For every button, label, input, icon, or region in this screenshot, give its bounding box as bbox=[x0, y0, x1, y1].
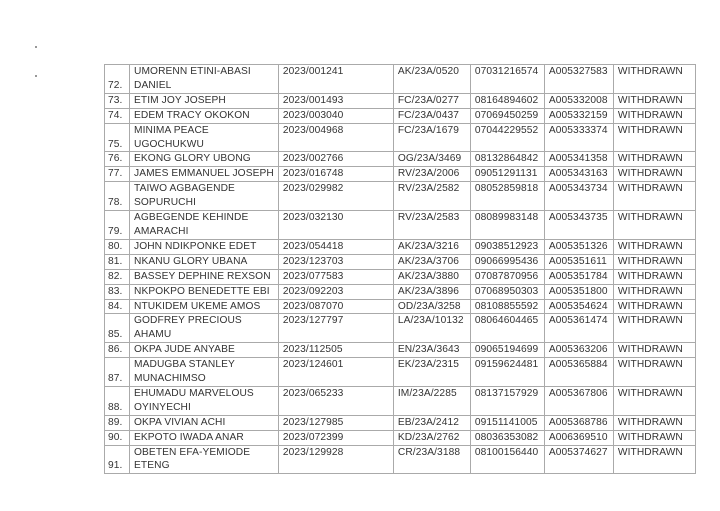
name-line: NTUKIDEM UKEME AMOS bbox=[134, 300, 261, 312]
application-number: A005361474 bbox=[544, 314, 613, 343]
scan-speck bbox=[35, 75, 37, 77]
candidate-name bbox=[130, 108, 279, 123]
application-number: A005367806 bbox=[544, 386, 613, 415]
phone-number: 08036353082 bbox=[470, 430, 544, 445]
table-row bbox=[105, 269, 696, 284]
candidate-name bbox=[130, 93, 279, 108]
candidate-name bbox=[130, 299, 279, 314]
code-number: FC/23A/0437 bbox=[393, 108, 470, 123]
registration-number: 2023/001241 bbox=[278, 65, 393, 94]
code-number: AK/23A/3896 bbox=[393, 284, 470, 299]
row-number: 87. bbox=[105, 358, 130, 387]
name-line: UMORENN ETINI-ABASI bbox=[134, 66, 251, 77]
name-line: ETENG bbox=[134, 460, 170, 472]
row-number: 76. bbox=[105, 152, 130, 167]
name-line: TAIWO AGBAGENDE bbox=[134, 183, 235, 195]
candidate-name bbox=[130, 314, 279, 343]
table-row bbox=[105, 239, 696, 254]
candidate-name bbox=[130, 284, 279, 299]
candidate-name bbox=[130, 269, 279, 284]
row-number: 82. bbox=[105, 269, 130, 284]
application-number: A005327583 bbox=[544, 65, 613, 94]
table-row bbox=[105, 254, 696, 269]
phone-number: 09051291131 bbox=[470, 167, 544, 182]
registration-number: 2023/054418 bbox=[278, 239, 393, 254]
application-number: A005368786 bbox=[544, 415, 613, 430]
phone-number: 07068950303 bbox=[470, 284, 544, 299]
table-row bbox=[105, 299, 696, 314]
table-row bbox=[105, 343, 696, 358]
application-number: A005351800 bbox=[544, 284, 613, 299]
phone-number: 07069450259 bbox=[470, 108, 544, 123]
table-row bbox=[105, 358, 696, 387]
table-row bbox=[105, 386, 696, 415]
status: WITHDRAWN bbox=[613, 358, 695, 387]
name-line: MINIMA PEACE bbox=[134, 124, 209, 136]
application-number: A005351326 bbox=[544, 239, 613, 254]
row-number: 73. bbox=[105, 93, 130, 108]
candidate-name bbox=[130, 445, 279, 474]
registration-number: 2023/129928 bbox=[278, 445, 393, 474]
status: WITHDRAWN bbox=[613, 65, 695, 94]
row-number: 91. bbox=[105, 445, 130, 474]
table-row bbox=[105, 415, 696, 430]
code-number: IM/23A/2285 bbox=[393, 386, 470, 415]
name-line: AGBEGENDE KEHINDE bbox=[134, 212, 249, 224]
status: WITHDRAWN bbox=[613, 152, 695, 167]
candidate-name bbox=[130, 182, 279, 211]
phone-number: 07087870956 bbox=[470, 269, 544, 284]
registration-number: 2023/092203 bbox=[278, 284, 393, 299]
phone-number: 09151141005 bbox=[470, 415, 544, 430]
name-line: DANIEL bbox=[134, 79, 172, 91]
candidate-name bbox=[130, 239, 279, 254]
code-number: RV/23A/2006 bbox=[393, 167, 470, 182]
name-line: NKPOKPO BENEDETTE EBI bbox=[134, 285, 270, 297]
code-number: RV/23A/2582 bbox=[393, 182, 470, 211]
registration-number: 2023/127985 bbox=[278, 415, 393, 430]
name-line: JOHN NDIKPONKE EDET bbox=[134, 240, 257, 252]
name-line: AMARACHI bbox=[134, 225, 189, 237]
table-row bbox=[105, 314, 696, 343]
name-line: EKPOTO IWADA ANAR bbox=[134, 431, 244, 443]
registration-number: 2023/001493 bbox=[278, 93, 393, 108]
application-number: A005343734 bbox=[544, 182, 613, 211]
name-line: EHUMADU MARVELOUS bbox=[134, 387, 254, 399]
registration-number: 2023/072399 bbox=[278, 430, 393, 445]
registration-number: 2023/016748 bbox=[278, 167, 393, 182]
application-number: A005332159 bbox=[544, 108, 613, 123]
scan-speck bbox=[35, 46, 37, 48]
row-number: 74. bbox=[105, 108, 130, 123]
row-number: 75. bbox=[105, 123, 130, 152]
name-line: OBETEN EFA-YEMIODE bbox=[134, 446, 251, 458]
name-line: OYINYECHI bbox=[134, 401, 191, 413]
phone-number: 08108855592 bbox=[470, 299, 544, 314]
status: WITHDRAWN bbox=[613, 123, 695, 152]
phone-number: 09159624481 bbox=[470, 358, 544, 387]
row-number: 79. bbox=[105, 211, 130, 240]
application-number: A005363206 bbox=[544, 343, 613, 358]
name-line: AHAMU bbox=[134, 329, 172, 341]
registration-number: 2023/127797 bbox=[278, 314, 393, 343]
status: WITHDRAWN bbox=[613, 299, 695, 314]
candidate-name bbox=[130, 386, 279, 415]
code-number: AK/23A/3880 bbox=[393, 269, 470, 284]
row-number: 81. bbox=[105, 254, 130, 269]
phone-number: 09066995436 bbox=[470, 254, 544, 269]
candidate-name bbox=[130, 152, 279, 167]
code-number: AK/23A/3706 bbox=[393, 254, 470, 269]
name-line: EKONG GLORY UBONG bbox=[134, 153, 251, 165]
status: WITHDRAWN bbox=[613, 415, 695, 430]
status: WITHDRAWN bbox=[613, 182, 695, 211]
phone-number: 08064604465 bbox=[470, 314, 544, 343]
row-number: 86. bbox=[105, 343, 130, 358]
status: WITHDRAWN bbox=[613, 93, 695, 108]
candidate-name bbox=[130, 358, 279, 387]
row-number: 90. bbox=[105, 430, 130, 445]
candidate-name bbox=[130, 211, 279, 240]
application-number: A005354624 bbox=[544, 299, 613, 314]
registration-number: 2023/029982 bbox=[278, 182, 393, 211]
candidate-name bbox=[130, 65, 279, 94]
name-line: MADUGBA STANLEY bbox=[134, 359, 235, 371]
name-line: NKANU GLORY UBANA bbox=[134, 255, 248, 267]
application-number: A005374627 bbox=[544, 445, 613, 474]
row-number: 84. bbox=[105, 299, 130, 314]
status: WITHDRAWN bbox=[613, 445, 695, 474]
phone-number: 09065194699 bbox=[470, 343, 544, 358]
application-number: A005341358 bbox=[544, 152, 613, 167]
application-number: A005351611 bbox=[544, 254, 613, 269]
row-number: 89. bbox=[105, 415, 130, 430]
registration-number: 2023/003040 bbox=[278, 108, 393, 123]
name-line: BASSEY DEPHINE REXSON bbox=[134, 270, 271, 282]
registration-number: 2023/002766 bbox=[278, 152, 393, 167]
phone-number: 08089983148 bbox=[470, 211, 544, 240]
row-number: 77. bbox=[105, 167, 130, 182]
candidate-name bbox=[130, 343, 279, 358]
row-number: 72. bbox=[105, 65, 130, 94]
code-number: RV/23A/2583 bbox=[393, 211, 470, 240]
table-row bbox=[105, 211, 696, 240]
candidate-name bbox=[130, 415, 279, 430]
name-line: ETIM JOY JOSEPH bbox=[134, 94, 226, 106]
code-number: LA/23A/10132 bbox=[393, 314, 470, 343]
phone-number: 07044229552 bbox=[470, 123, 544, 152]
row-number: 85. bbox=[105, 314, 130, 343]
table-row bbox=[105, 93, 696, 108]
candidate-name bbox=[130, 254, 279, 269]
registration-number: 2023/032130 bbox=[278, 211, 393, 240]
code-number: OD/23A/3258 bbox=[393, 299, 470, 314]
table-row bbox=[105, 445, 696, 474]
table-row bbox=[105, 65, 696, 94]
status: WITHDRAWN bbox=[613, 211, 695, 240]
application-number: A005365884 bbox=[544, 358, 613, 387]
name-line: JAMES EMMANUEL JOSEPH bbox=[134, 168, 274, 180]
table-row bbox=[105, 123, 696, 152]
code-number: AK/23A/3216 bbox=[393, 239, 470, 254]
status: WITHDRAWN bbox=[613, 430, 695, 445]
status: WITHDRAWN bbox=[613, 239, 695, 254]
code-number: EB/23A/2412 bbox=[393, 415, 470, 430]
application-number: A005343735 bbox=[544, 211, 613, 240]
code-number: FC/23A/0277 bbox=[393, 93, 470, 108]
status: WITHDRAWN bbox=[613, 254, 695, 269]
code-number: OG/23A/3469 bbox=[393, 152, 470, 167]
row-number: 78. bbox=[105, 182, 130, 211]
registration-number: 2023/124601 bbox=[278, 358, 393, 387]
table-row bbox=[105, 430, 696, 445]
withdrawn-candidates-table bbox=[104, 64, 696, 474]
name-line: MUNACHIMSO bbox=[134, 373, 206, 385]
table-row bbox=[105, 108, 696, 123]
code-number: KD/23A/2762 bbox=[393, 430, 470, 445]
name-line: UGOCHUKWU bbox=[134, 138, 204, 150]
application-number: A005333374 bbox=[544, 123, 613, 152]
table-row bbox=[105, 152, 696, 167]
registration-number: 2023/123703 bbox=[278, 254, 393, 269]
code-number: EK/23A/2315 bbox=[393, 358, 470, 387]
candidate-name bbox=[130, 167, 279, 182]
code-number: EN/23A/3643 bbox=[393, 343, 470, 358]
table-row bbox=[105, 167, 696, 182]
code-number: FC/23A/1679 bbox=[393, 123, 470, 152]
phone-number: 08164894602 bbox=[470, 93, 544, 108]
registration-number: 2023/065233 bbox=[278, 386, 393, 415]
candidate-name bbox=[130, 123, 279, 152]
status: WITHDRAWN bbox=[613, 343, 695, 358]
application-number: A005343163 bbox=[544, 167, 613, 182]
name-line: EDEM TRACY OKOKON bbox=[134, 109, 250, 121]
application-number: A005332008 bbox=[544, 93, 613, 108]
status: WITHDRAWN bbox=[613, 284, 695, 299]
phone-number: 09038512923 bbox=[470, 239, 544, 254]
phone-number: 08100156440 bbox=[470, 445, 544, 474]
code-number: CR/23A/3188 bbox=[393, 445, 470, 474]
phone-number: 08137157929 bbox=[470, 386, 544, 415]
status: WITHDRAWN bbox=[613, 167, 695, 182]
candidate-name bbox=[130, 430, 279, 445]
phone-number: 08132864842 bbox=[470, 152, 544, 167]
phone-number: 07031216574 bbox=[470, 65, 544, 94]
application-number: A005351784 bbox=[544, 269, 613, 284]
name-line: SOPURUCHI bbox=[134, 197, 197, 209]
row-number: 88. bbox=[105, 386, 130, 415]
code-number: AK/23A/0520 bbox=[393, 65, 470, 94]
status: WITHDRAWN bbox=[613, 386, 695, 415]
name-line: OKPA VIVIAN ACHI bbox=[134, 416, 226, 428]
name-line: OKPA JUDE ANYABE bbox=[134, 344, 235, 356]
table-row bbox=[105, 182, 696, 211]
registration-number: 2023/004968 bbox=[278, 123, 393, 152]
status: WITHDRAWN bbox=[613, 108, 695, 123]
registration-number: 2023/112505 bbox=[278, 343, 393, 358]
row-number: 83. bbox=[105, 284, 130, 299]
status: WITHDRAWN bbox=[613, 314, 695, 343]
application-number: A006369510 bbox=[544, 430, 613, 445]
status: WITHDRAWN bbox=[613, 269, 695, 284]
phone-number: 08052859818 bbox=[470, 182, 544, 211]
registration-number: 2023/087070 bbox=[278, 299, 393, 314]
registration-number: 2023/077583 bbox=[278, 269, 393, 284]
row-number: 80. bbox=[105, 239, 130, 254]
table-row bbox=[105, 284, 696, 299]
name-line: GODFREY PRECIOUS bbox=[134, 315, 242, 327]
